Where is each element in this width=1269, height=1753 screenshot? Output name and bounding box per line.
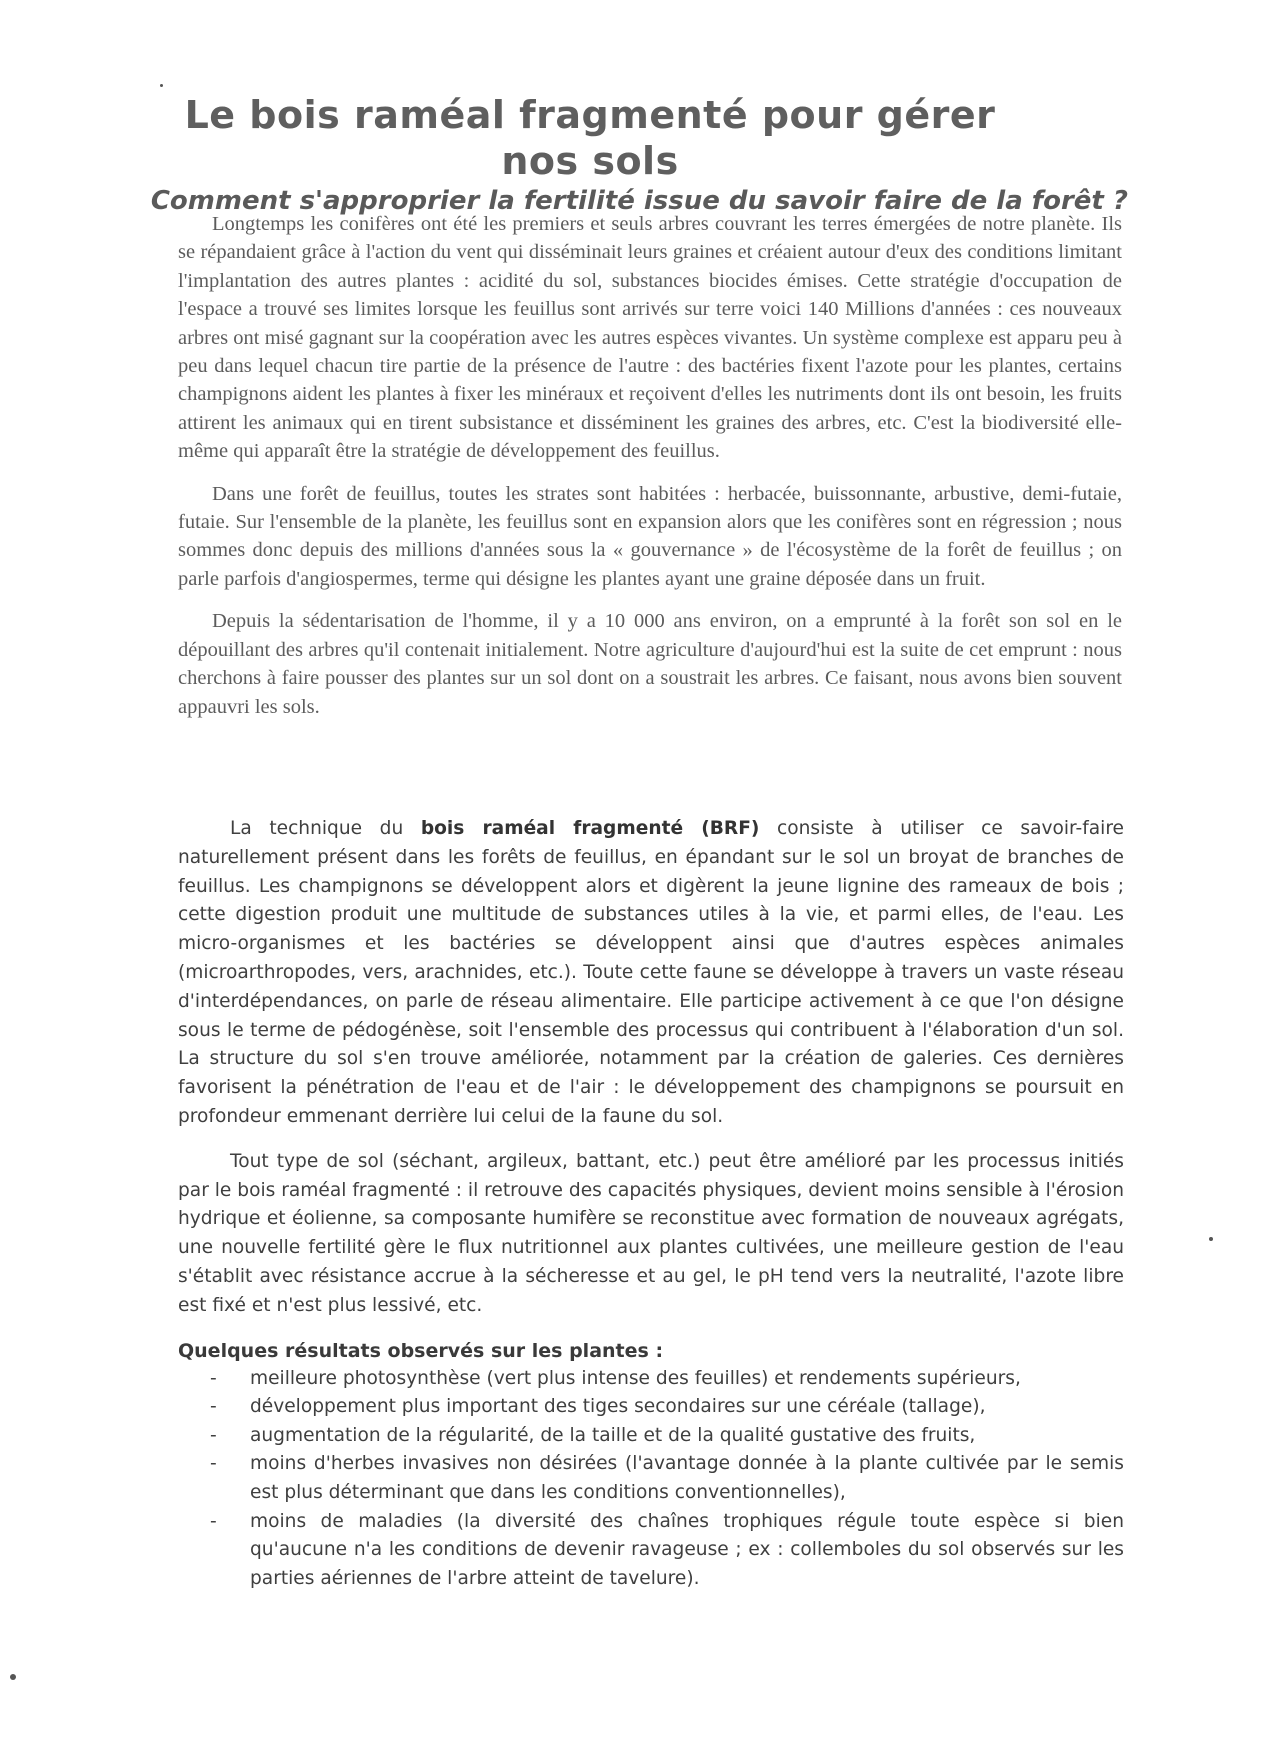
- list-item: [178, 1450, 1124, 1507]
- list-dash: -: [210, 1396, 217, 1418]
- results-heading: Quelques résultats observés sur les plantes :: [178, 1339, 664, 1362]
- list-item: [178, 1393, 1124, 1422]
- list-dash: -: [210, 1424, 217, 1446]
- list-item-text: développement plus important des tiges secondaires sur une céréale (tallage),: [250, 1396, 986, 1418]
- list-item-text: moins de maladies (la diversité des chaînes trophiques régule toute espèce si bien qu'aucune n'a les conditions de devenir ravageuse ; ex : collemboles du sol observés sur les parties aériennes de l'arbre atteint de tavelure).: [250, 1510, 1124, 1589]
- page-subtitle: Comment s'approprier la fertilité issue du savoir faire de la forêt ?: [150, 186, 1128, 216]
- brf-rest: consiste à utiliser ce savoir-faire naturellement présent dans les forêts de feuillus, en épandant sur le sol un broyat de branches de feuillus. Les champignons se développent alors et digèrent la jeune lignine des rameaux de bois ; cette digestion produit une multitude de substances utiles à la vie, et parmi elles, de l'eau. Les micro-organismes et les bactéries se développent ainsi que d'autres espèces animales (microarthropodes, vers, arachnides, etc.). Toute cette faune se développe à travers un vaste réseau d'interdépendances, on parle de réseau alimentaire. Elle participe activement à ce que l'on désigne sous le terme de pédogénèse, soit l'ensemble des processus qui contribuent à l'élaboration d'un sol. La structure du sol s'en trouve améliorée, notamment par la création de galeries. Ces dernières favorisent la pénétration de l'eau et de l'air : le développement des champignons se poursuit en profondeur emmenant derrière lui celui de la faune du sol.: [178, 818, 1124, 1127]
- list-item: [178, 1422, 1124, 1451]
- list-item-text: meilleure photosynthèse (vert plus intense des feuilles) et rendements supérieurs,: [250, 1367, 1021, 1389]
- paragraph-conifers: Longtemps les conifères ont été les premiers et seuls arbres couvrant les terres émergées de notre planète. Ils se répandaient grâce à l'action du vent qui disséminait leurs graines et créaient autour d'eux des conditions limitant l'implantation des autres plantes : acidité du sol, substances biocides émises. Cette stratégie d'occupation de l'espace a trouvé ses limites lorsque les feuillus sont arrivés sur terre voici 140 Millions d'années : ces nouveaux arbres ont misé gagnant sur la coopération avec les autres espèces vivantes. Un système complexe est apparu peu à peu dans lequel chacun tire partie de la présence de l'autre : des bactéries fixent l'azote pour les plantes, certains champignons aident les plantes à fixer les minéraux et reçoivent d'elles les nutriments dont ils ont besoin, les fruits attirent les animaux qui en tirent subsistance et disséminent les graines des arbres, etc. C'est la biodiversité elle-même qui apparaît être la stratégie de développement des feuillus.: [178, 213, 1122, 463]
- list-dash: -: [210, 1367, 217, 1389]
- title-block: [150, 92, 1140, 218]
- list-item-text: moins d'herbes invasives non désirées (l'avantage donnée à la plante cultivée par le semis est plus déterminant que dans les conditions conventionnelles),: [250, 1453, 1124, 1503]
- scan-speck: [1209, 1237, 1213, 1241]
- brf-lead: La technique du: [230, 818, 421, 839]
- results-list: [178, 1365, 1124, 1594]
- scan-speck: [160, 84, 163, 87]
- paragraph-sedentarisation: Depuis la sédentarisation de l'homme, il y a 10 000 ans environ, on a emprunté à la forêt son sol en le dépouillant des arbres qu'il contenait initialement. Notre agriculture d'aujourd'hui est la suite de cet emprunt : nous cherchons à faire pousser des plantes sur un sol dont on a soustrait les arbres. Ce faisant, nous avons bien souvent appauvri les sols.: [178, 610, 1122, 718]
- paragraph-soil-types: Tout type de sol (séchant, argileux, battant, etc.) peut être amélioré par les processus initiés par le bois raméal fragmenté : il retrouve des capacités physiques, devient moins sensible à l'érosion hydrique et éolienne, sa composante humifère se reconstitue avec formation de nouveaux agrégats, une nouvelle fertilité gère le flux nutritionnel aux plantes cultivées, une meilleure gestion de l'eau s'établit avec résistance accrue à la sécheresse et au gel, le pH tend vers la neutralité, l'azote libre est fixé et n'est plus lessivé, etc.: [178, 1150, 1124, 1316]
- paragraph-brf-technique: [178, 815, 1124, 1132]
- brf-section: [178, 815, 1124, 1593]
- paragraph-forest-strata: Dans une forêt de feuillus, toutes les strates sont habitées : herbacée, buissonnante, arbustive, demi-futaie, futaie. Sur l'ensemble de la planète, les feuillus sont en expansion alors que les conifères sont en régression ; nous sommes donc depuis des millions d'années sous la « gouvernance » de l'écosystème de la forêt de feuillus ; on parle parfois d'angiospermes, terme qui désigne les plantes ayant une graine déposée dans un fruit.: [178, 482, 1122, 590]
- page-title: Le bois raméal fragmenté pour gérer nos sols: [184, 93, 996, 183]
- list-item: [178, 1508, 1124, 1594]
- list-item-text: augmentation de la régularité, de la taille et de la qualité gustative des fruits,: [250, 1424, 976, 1446]
- list-dash: -: [210, 1510, 217, 1532]
- brf-term: bois raméal fragmenté (BRF): [420, 818, 760, 839]
- scan-speck: [10, 1674, 16, 1680]
- intro-section: [178, 210, 1122, 735]
- list-item: [178, 1365, 1124, 1394]
- list-dash: -: [210, 1453, 217, 1475]
